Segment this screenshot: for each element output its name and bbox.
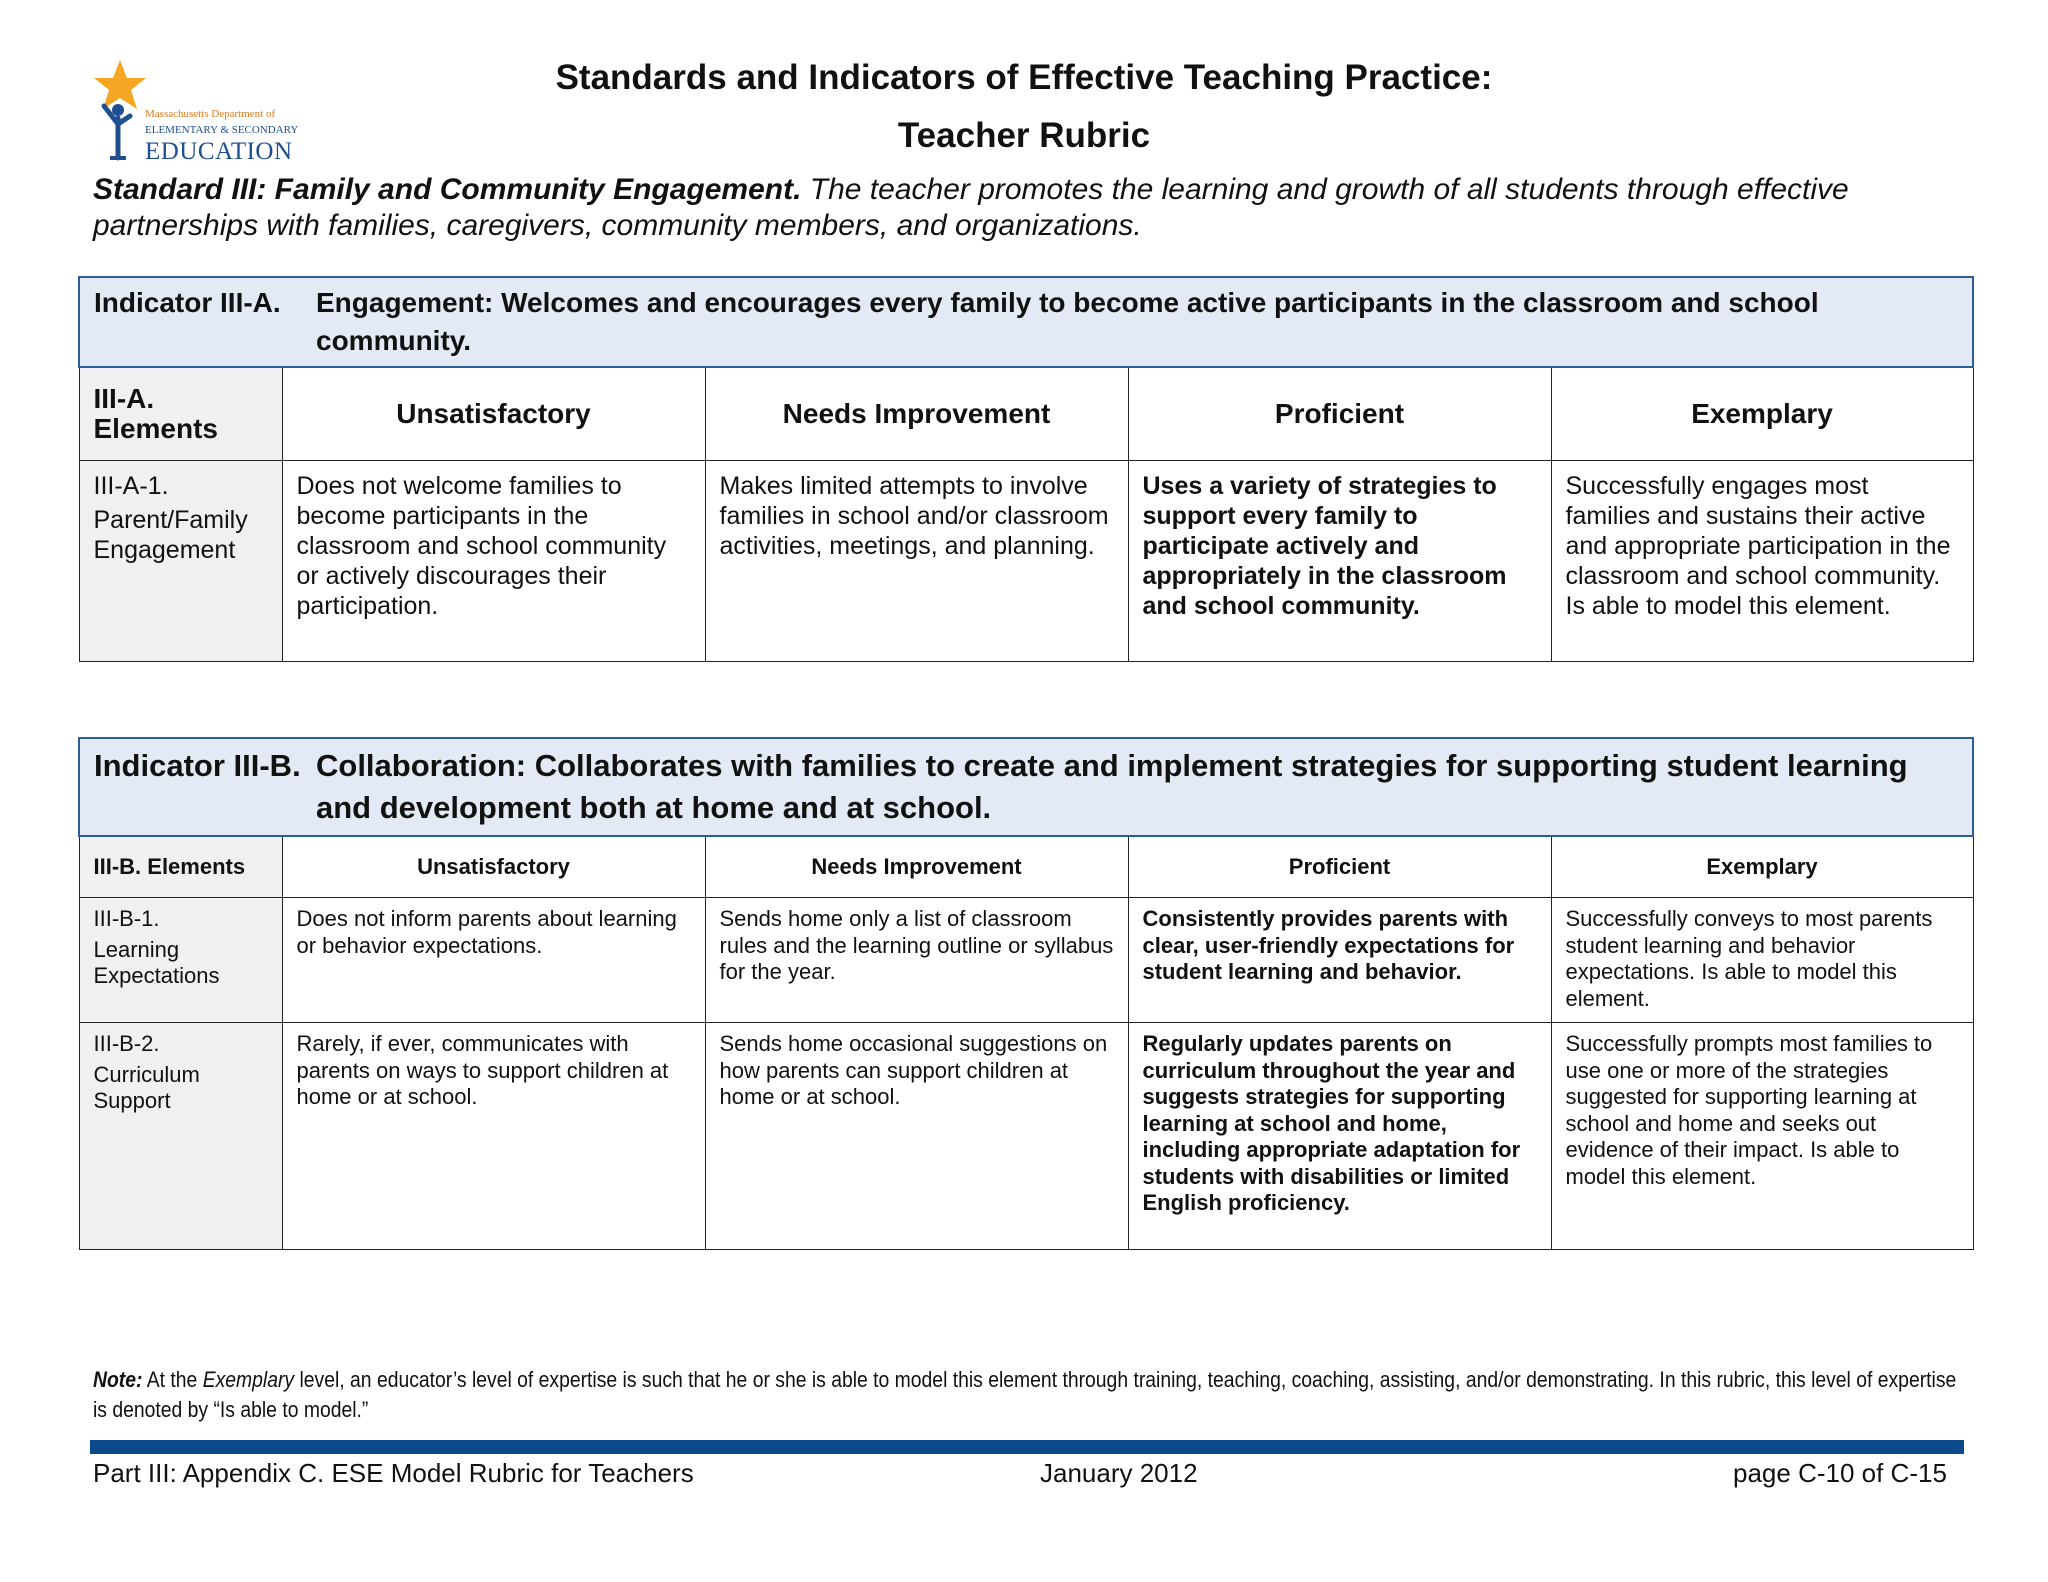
exemplary-cell: Successfully engages most families and sustains their active and appropriate participation in the classroom and school community. Is able to model this element. <box>1551 461 1973 662</box>
logo-line-2: ELEMENTARY & SECONDARY <box>145 124 299 136</box>
col-header-needs-improvement: Needs Improvement <box>705 836 1128 898</box>
element-cell <box>79 1023 282 1250</box>
note-text-before: At the <box>142 1367 203 1392</box>
needs-improvement-cell: Sends home occasional suggestions on how parents can support children at home or at school. <box>705 1023 1128 1250</box>
standard-text: The teacher promotes the learning and growth of all students through effective partnerships with families, caregivers, community members, and organizations. <box>93 173 1849 242</box>
exemplary-cell: Successfully prompts most families to use one or more of the strategies suggested for supporting learning at school and home and seeks out evidence of their impact. Is able to model this element. <box>1551 1023 1973 1250</box>
col-header-needs-improvement: Needs Improvement <box>705 367 1128 461</box>
footer-date: January 2012 <box>1040 1458 1198 1488</box>
proficient-cell: Regularly updates parents on curriculum throughout the year and suggests strategies for supporting learning at school and home, including appropriate adaptation for students with disabilities or limited English proficiency. <box>1128 1023 1551 1250</box>
needs-improvement-cell: Makes limited attempts to involve families in school and/or classroom activities, meetings, and planning. <box>705 461 1128 662</box>
indicator-a-column-headers <box>79 367 1973 461</box>
exemplary-cell: Successfully conveys to most parents student learning and behavior expectations. Is able to model this element. <box>1551 898 1973 1023</box>
indicator-a-heading <box>94 284 1958 360</box>
footer-divider <box>90 1440 1964 1454</box>
indicator-b-header-row <box>79 738 1973 836</box>
element-cell <box>79 898 282 1023</box>
col-header-proficient: Proficient <box>1128 836 1551 898</box>
col-header-proficient: Proficient <box>1128 367 1551 461</box>
table-row <box>79 461 1973 662</box>
col-header-exemplary: Exemplary <box>1551 836 1973 898</box>
element-code: III-B-2. <box>93 1031 160 1056</box>
indicator-a-header-row <box>79 277 1973 367</box>
proficient-cell: Consistently provides parents with clear, user-friendly expectations for student learning and behavior. <box>1128 898 1551 1023</box>
element-name: Learning Expectations <box>93 936 220 988</box>
table-row <box>79 1023 1973 1250</box>
indicator-b-text: Collaboration: Collaborates with families to create and implement strategies for supporting student learning and development both at home and at school. <box>316 748 1908 825</box>
indicator-a-table <box>78 276 1974 662</box>
element-name: Curriculum Support <box>93 1061 200 1113</box>
col-header-unsatisfactory: Unsatisfactory <box>282 836 705 898</box>
indicator-b-label: Indicator III-B. <box>94 748 301 783</box>
proficient-cell: Uses a variety of strategies to support every family to participate actively and appropriately in the classroom and school community. <box>1128 461 1551 662</box>
footer-document-title: Part III: Appendix C. ESE Model Rubric for Teachers <box>93 1458 694 1488</box>
logo-line-1: Massachusetts Department of <box>145 108 276 120</box>
note-label: Note: <box>93 1367 143 1392</box>
element-cell <box>79 461 282 662</box>
page-subtitle: Teacher Rubric <box>897 116 1151 155</box>
footnote <box>93 1365 1968 1425</box>
note-text-after: level, an educator’s level of expertise is such that he or she is able to model this element through training, teaching, coaching, assisting, and/or demonstrating. In this rubric, this level of expertise is denoted by “Is able to model.” <box>93 1367 1957 1422</box>
needs-improvement-cell: Sends home only a list of classroom rules and the learning outline or syllabus for the year. <box>705 898 1128 1023</box>
standard-statement <box>93 172 1963 244</box>
note-emphasis: Exemplary <box>202 1367 295 1392</box>
indicator-a-label: Indicator III-A. <box>94 287 281 318</box>
page-title: Standards and Indicators of Effective Teaching Practice: <box>555 58 1493 97</box>
logo-line-3: EDUCATION <box>145 138 293 165</box>
table-row <box>79 898 1973 1023</box>
col-header-exemplary: Exemplary <box>1551 367 1973 461</box>
col-header-unsatisfactory: Unsatisfactory <box>282 367 705 461</box>
unsatisfactory-cell: Does not inform parents about learning or behavior expectations. <box>282 898 705 1023</box>
unsatisfactory-cell: Rarely, if ever, communicates with parents on ways to support children at home or at school. <box>282 1023 705 1250</box>
standard-label: Standard III: Family and Community Engagement. <box>93 173 802 206</box>
unsatisfactory-cell: Does not welcome families to become participants in the classroom and school community or actively discourages their participation. <box>282 461 705 662</box>
element-code: III-B-1. <box>93 906 160 931</box>
col-header-elements: III-A. Elements <box>79 367 282 461</box>
element-name: Parent/Family Engagement <box>93 506 248 564</box>
indicator-b-table <box>78 737 1974 1250</box>
indicator-b-heading <box>94 745 1958 829</box>
footer-page-number: page C-10 of C-15 <box>1733 1458 1947 1488</box>
col-header-elements: III-B. Elements <box>79 836 282 898</box>
indicator-a-text: Engagement: Welcomes and encourages every family to become active participants in the classroom and school community. <box>316 287 1819 356</box>
indicator-b-column-headers <box>79 836 1973 898</box>
element-code: III-A-1. <box>93 472 169 500</box>
